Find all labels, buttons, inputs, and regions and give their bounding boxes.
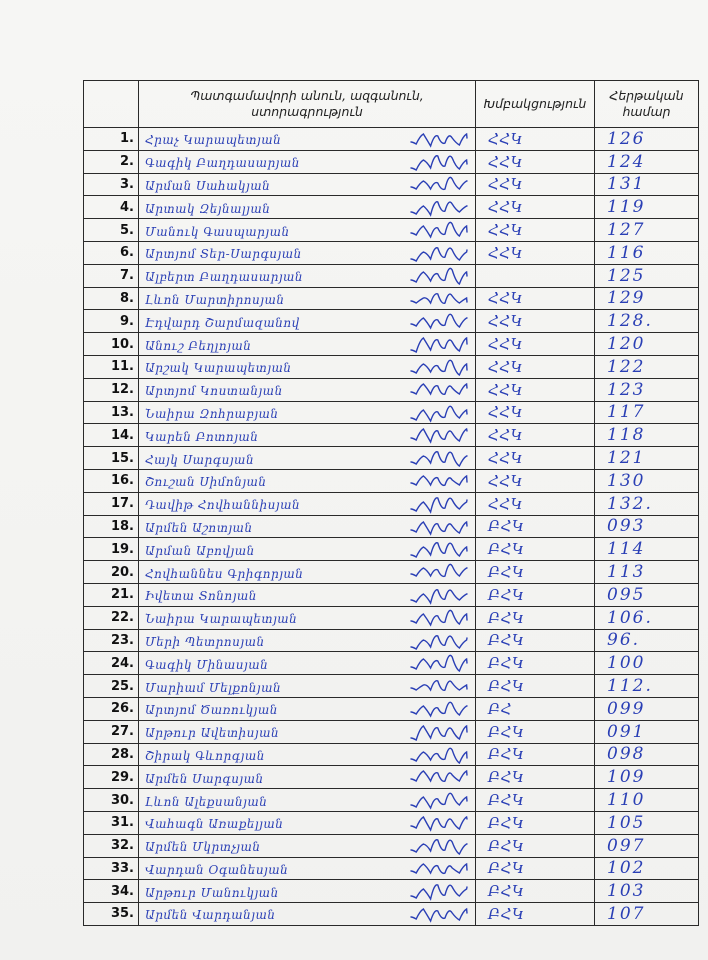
signature-scribble	[409, 289, 469, 309]
row-number: 15.	[84, 447, 139, 470]
table-row	[84, 857, 699, 880]
faction-cell: ԲՀԿ	[476, 606, 595, 629]
card-number-cell: 098	[595, 743, 699, 766]
signature-scribble	[409, 562, 469, 582]
card-number-cell: 112.	[595, 675, 699, 698]
card-number-cell: 100	[595, 652, 699, 675]
row-number: 33.	[84, 857, 139, 880]
faction-cell: ԲՀԿ	[476, 766, 595, 789]
table-row	[84, 333, 699, 356]
row-number: 16.	[84, 469, 139, 492]
card-number-cell: 122	[595, 355, 699, 378]
handwritten-name: Էդվարդ Շարմազանով	[145, 315, 300, 330]
table-row	[84, 561, 699, 584]
handwritten-name: Արմեն Սարգսյան	[145, 771, 264, 786]
row-number: 31.	[84, 811, 139, 834]
card-number-cell: 124	[595, 150, 699, 173]
name-cell	[139, 766, 476, 789]
signature-scribble	[409, 197, 469, 217]
handwritten-name: Արտյոմ Ծառուկյան	[145, 703, 278, 718]
signature-scribble	[409, 448, 469, 468]
faction-cell: ԲՀԿ	[476, 834, 595, 857]
name-cell	[139, 355, 476, 378]
card-number-cell: 129	[595, 287, 699, 310]
name-cell	[139, 789, 476, 812]
signature-scribble	[409, 380, 469, 400]
table-row	[84, 378, 699, 401]
handwritten-name: Իվետա Տոնոյան	[145, 589, 257, 604]
card-number-cell: 114	[595, 538, 699, 561]
handwritten-name: Հայկ Սարգսյան	[145, 452, 255, 467]
signature-scribble	[409, 494, 469, 514]
name-cell	[139, 606, 476, 629]
card-number-cell: 093	[595, 515, 699, 538]
name-cell	[139, 219, 476, 242]
name-cell	[139, 447, 476, 470]
table-row	[84, 515, 699, 538]
signature-scribble	[409, 517, 469, 537]
signature-scribble	[409, 722, 469, 742]
table-row	[84, 196, 699, 219]
signature-scribble	[409, 836, 469, 856]
card-number-cell: 125	[595, 264, 699, 287]
name-cell	[139, 515, 476, 538]
row-number: 19.	[84, 538, 139, 561]
name-cell	[139, 675, 476, 698]
signature-scribble	[409, 334, 469, 354]
faction-cell: ԲՀԿ	[476, 880, 595, 903]
faction-cell: ՀՀԿ	[476, 287, 595, 310]
faction-cell: ԲՀԿ	[476, 515, 595, 538]
row-number: 32.	[84, 834, 139, 857]
handwritten-name: Մերի Պետրոսյան	[145, 634, 265, 649]
header-name: Պատգամավորի անուն, ազգանուն, ստորագրություն	[139, 81, 476, 128]
name-cell	[139, 583, 476, 606]
table-row	[84, 606, 699, 629]
table-header-row	[84, 81, 699, 128]
handwritten-name: Մանուկ Գասպարյան	[145, 224, 290, 239]
table-row	[84, 903, 699, 926]
row-number: 27.	[84, 720, 139, 743]
handwritten-name: Լևոն Մարտիրոսյան	[145, 292, 285, 307]
row-number: 34.	[84, 880, 139, 903]
faction-cell: ՀՀԿ	[476, 355, 595, 378]
table-row	[84, 652, 699, 675]
handwritten-name: Արման Աբովյան	[145, 543, 255, 558]
table-row	[84, 424, 699, 447]
faction-cell: ՀՀԿ	[476, 447, 595, 470]
name-cell	[139, 652, 476, 675]
row-number: 29.	[84, 766, 139, 789]
signature-scribble	[409, 266, 469, 286]
card-number-cell: 116	[595, 241, 699, 264]
table-row	[84, 789, 699, 812]
row-number: 22.	[84, 606, 139, 629]
table-row	[84, 720, 699, 743]
name-cell	[139, 561, 476, 584]
table-row	[84, 287, 699, 310]
card-number-cell: 119	[595, 196, 699, 219]
table-row	[84, 629, 699, 652]
card-number-cell: 121	[595, 447, 699, 470]
row-number: 26.	[84, 697, 139, 720]
name-cell	[139, 697, 476, 720]
header-card: Հերթական համար	[595, 81, 699, 128]
signature-scribble	[409, 357, 469, 377]
table-row	[84, 880, 699, 903]
faction-cell	[476, 264, 595, 287]
signature-scribble	[409, 152, 469, 172]
handwritten-name: Արթուր Ավետիսյան	[145, 726, 280, 741]
signature-scribble	[409, 539, 469, 559]
name-cell	[139, 378, 476, 401]
row-number: 21.	[84, 583, 139, 606]
signature-scribble	[409, 631, 469, 651]
handwritten-name: Հրաչ Կարապետյան	[145, 133, 282, 148]
row-number: 14.	[84, 424, 139, 447]
card-number-cell: 131	[595, 173, 699, 196]
card-number-cell: 091	[595, 720, 699, 743]
name-cell	[139, 173, 476, 196]
handwritten-name: Արշակ Կարապետյան	[145, 361, 292, 376]
row-number: 11.	[84, 355, 139, 378]
table-row	[84, 173, 699, 196]
handwritten-name: Արմեն Վարդանյան	[145, 908, 276, 923]
signature-scribble	[409, 790, 469, 810]
signature-scribble	[409, 220, 469, 240]
handwritten-name: Լևոն Ալեքսանյան	[145, 794, 268, 809]
row-number: 25.	[84, 675, 139, 698]
card-number-cell: 102	[595, 857, 699, 880]
table-row	[84, 264, 699, 287]
table-row	[84, 834, 699, 857]
name-cell	[139, 629, 476, 652]
table-row	[84, 310, 699, 333]
faction-cell: ԲՀԿ	[476, 561, 595, 584]
signature-scribble	[409, 859, 469, 879]
table-row	[84, 697, 699, 720]
faction-cell: ԲՀԿ	[476, 789, 595, 812]
table-row	[84, 469, 699, 492]
handwritten-name: Շիրակ Գևորգյան	[145, 748, 265, 763]
faction-cell: ՀՀԿ	[476, 401, 595, 424]
faction-cell: ԲՀԿ	[476, 583, 595, 606]
signature-scribble	[409, 129, 469, 149]
card-number-cell: 120	[595, 333, 699, 356]
handwritten-name: Հովհաննես Գրիգորյան	[145, 566, 304, 581]
faction-cell: ՀՀԿ	[476, 492, 595, 515]
table-row	[84, 811, 699, 834]
handwritten-name: Արտյոմ Տեր-Սարգսյան	[145, 247, 302, 262]
faction-cell: ՀՀԿ	[476, 469, 595, 492]
table-row	[84, 743, 699, 766]
handwritten-name: Վահագն Առաքելյան	[145, 817, 284, 832]
handwritten-name: Գագիկ Մինասյան	[145, 657, 269, 672]
faction-cell: ՀՀԿ	[476, 173, 595, 196]
row-number: 10.	[84, 333, 139, 356]
faction-cell: ՀՀԿ	[476, 196, 595, 219]
table-row	[84, 355, 699, 378]
table-row	[84, 241, 699, 264]
row-number: 9.	[84, 310, 139, 333]
name-cell	[139, 333, 476, 356]
card-number-cell: 103	[595, 880, 699, 903]
row-number: 17.	[84, 492, 139, 515]
row-number: 12.	[84, 378, 139, 401]
faction-cell: ԲՀԿ	[476, 811, 595, 834]
faction-cell: ՀՀԿ	[476, 333, 595, 356]
table-row	[84, 675, 699, 698]
table-row	[84, 492, 699, 515]
table-row	[84, 583, 699, 606]
handwritten-name: Վարդան Օգանեսյան	[145, 862, 289, 877]
signature-scribble	[409, 243, 469, 263]
name-cell	[139, 264, 476, 287]
name-cell	[139, 857, 476, 880]
signature-scribble	[409, 311, 469, 331]
name-cell	[139, 720, 476, 743]
signature-scribble	[409, 653, 469, 673]
row-number: 3.	[84, 173, 139, 196]
signature-scribble	[409, 767, 469, 787]
card-number-cell: 099	[595, 697, 699, 720]
card-number-cell: 123	[595, 378, 699, 401]
row-number: 23.	[84, 629, 139, 652]
table-row	[84, 150, 699, 173]
signature-scribble	[409, 904, 469, 924]
faction-cell: ԲՀ	[476, 697, 595, 720]
row-number: 1.	[84, 128, 139, 151]
faction-cell: ԲՀԿ	[476, 538, 595, 561]
name-cell	[139, 424, 476, 447]
table-row	[84, 219, 699, 242]
faction-cell: ՀՀԿ	[476, 241, 595, 264]
card-number-cell: 105	[595, 811, 699, 834]
header-faction: Խմբակցություն	[476, 81, 595, 128]
faction-cell: ԲՀԿ	[476, 903, 595, 926]
row-number: 20.	[84, 561, 139, 584]
row-number: 35.	[84, 903, 139, 926]
row-number: 8.	[84, 287, 139, 310]
card-number-cell: 097	[595, 834, 699, 857]
handwritten-name: Գագիկ Բաղդասարյան	[145, 156, 300, 171]
handwritten-name: Նաիրա Կարապետյան	[145, 612, 298, 627]
table-row	[84, 538, 699, 561]
row-number: 18.	[84, 515, 139, 538]
faction-cell: ՀՀԿ	[476, 150, 595, 173]
card-number-cell: 128.	[595, 310, 699, 333]
name-cell	[139, 401, 476, 424]
card-number-cell: 113	[595, 561, 699, 584]
row-number: 24.	[84, 652, 139, 675]
signature-scribble	[409, 175, 469, 195]
name-cell	[139, 811, 476, 834]
handwritten-name: Կարեն Բոտոյան	[145, 429, 259, 444]
handwritten-name: Արման Սահակյան	[145, 178, 271, 193]
card-number-cell: 106.	[595, 606, 699, 629]
name-cell	[139, 310, 476, 333]
name-cell	[139, 903, 476, 926]
signature-scribble	[409, 608, 469, 628]
card-number-cell: 126	[595, 128, 699, 151]
header-number	[84, 81, 139, 128]
faction-cell: ԲՀԿ	[476, 652, 595, 675]
name-cell	[139, 241, 476, 264]
card-number-cell: 132.	[595, 492, 699, 515]
card-number-cell: 118	[595, 424, 699, 447]
faction-cell: ՀՀԿ	[476, 219, 595, 242]
handwritten-name: Արմեն Մկրտչյան	[145, 840, 261, 855]
signature-scribble	[409, 471, 469, 491]
handwritten-name: Արտյոմ Կոստանյան	[145, 384, 283, 399]
card-number-cell: 095	[595, 583, 699, 606]
handwritten-name: Արտակ Զեյնալյան	[145, 201, 271, 216]
signature-scribble	[409, 745, 469, 765]
row-number: 2.	[84, 150, 139, 173]
name-cell	[139, 469, 476, 492]
card-number-cell: 130	[595, 469, 699, 492]
name-cell	[139, 834, 476, 857]
table-row	[84, 401, 699, 424]
row-number: 30.	[84, 789, 139, 812]
name-cell	[139, 287, 476, 310]
card-number-cell: 127	[595, 219, 699, 242]
faction-cell: ՀՀԿ	[476, 378, 595, 401]
signature-table	[83, 80, 699, 926]
row-number: 5.	[84, 219, 139, 242]
handwritten-name: Արմեն Աշոտյան	[145, 520, 253, 535]
row-number: 7.	[84, 264, 139, 287]
name-cell	[139, 880, 476, 903]
signature-scribble	[409, 676, 469, 696]
handwritten-name: Արթուր Մանուկյան	[145, 885, 279, 900]
handwritten-name: Անուշ Բեղլոյան	[145, 338, 252, 353]
name-cell	[139, 743, 476, 766]
table-body	[84, 128, 699, 926]
name-cell	[139, 538, 476, 561]
row-number: 4.	[84, 196, 139, 219]
signature-scribble	[409, 425, 469, 445]
signature-scribble	[409, 585, 469, 605]
signature-scribble	[409, 813, 469, 833]
name-cell	[139, 196, 476, 219]
handwritten-name: Նաիրա Զոհրաբյան	[145, 406, 279, 421]
faction-cell: ԲՀԿ	[476, 720, 595, 743]
card-number-cell: 117	[595, 401, 699, 424]
faction-cell: ԲՀԿ	[476, 675, 595, 698]
card-number-cell: 107	[595, 903, 699, 926]
row-number: 6.	[84, 241, 139, 264]
name-cell	[139, 150, 476, 173]
faction-cell: ՀՀԿ	[476, 424, 595, 447]
card-number-cell: 109	[595, 766, 699, 789]
faction-cell: ՀՀԿ	[476, 128, 595, 151]
handwritten-name: Մարիամ Մելքոնյան	[145, 680, 282, 695]
card-number-cell: 110	[595, 789, 699, 812]
faction-cell: ԲՀԿ	[476, 629, 595, 652]
table-row	[84, 128, 699, 151]
faction-cell: ԲՀԿ	[476, 743, 595, 766]
name-cell	[139, 492, 476, 515]
faction-cell: ԲՀԿ	[476, 857, 595, 880]
row-number: 13.	[84, 401, 139, 424]
table-row	[84, 766, 699, 789]
faction-cell: ՀՀԿ	[476, 310, 595, 333]
row-number: 28.	[84, 743, 139, 766]
handwritten-name: Դավիթ Հովհաննիսյան	[145, 498, 301, 513]
name-cell	[139, 128, 476, 151]
signature-scribble	[409, 403, 469, 423]
signature-scribble	[409, 881, 469, 901]
table-row	[84, 447, 699, 470]
signature-scribble	[409, 699, 469, 719]
handwritten-name: Շուշան Սիմոնյան	[145, 475, 267, 490]
handwritten-name: Ալբերտ Բաղդասարյան	[145, 270, 304, 285]
card-number-cell: 96.	[595, 629, 699, 652]
